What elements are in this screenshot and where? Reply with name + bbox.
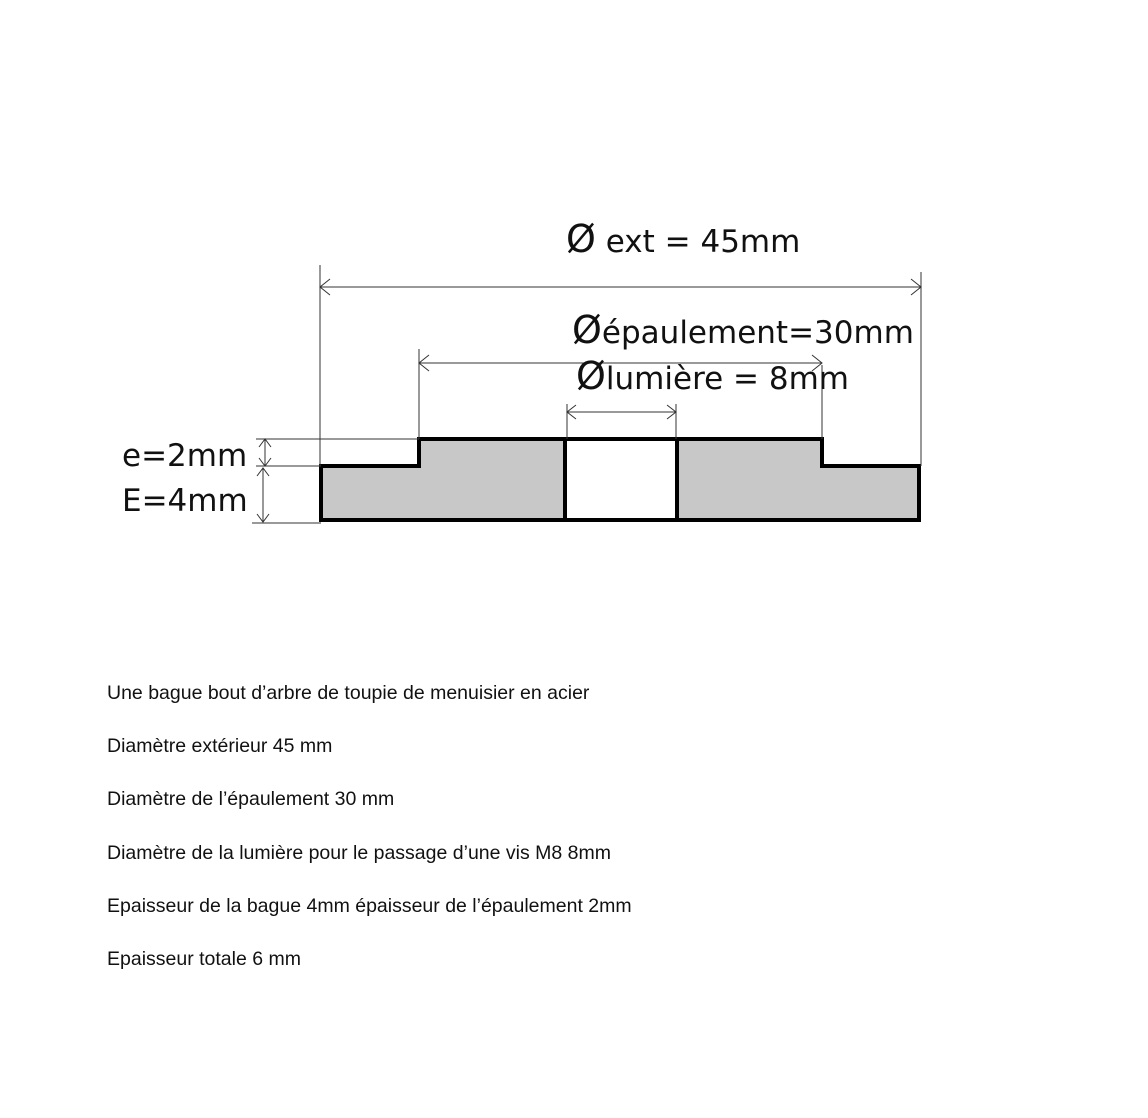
spec-shoulder-diameter: Diamètre de l’épaulement 30 mm bbox=[107, 788, 395, 811]
section-fill-left bbox=[323, 441, 564, 520]
bore-diameter-dimension bbox=[567, 404, 676, 439]
spec-description: Une bague bout d’arbre de toupie de menuisier en acier bbox=[107, 682, 590, 704]
diameter-symbol-icon: Ø bbox=[566, 217, 596, 261]
specifications-list bbox=[107, 679, 632, 998]
diameter-symbol-icon: Ø bbox=[576, 354, 606, 398]
bore-diameter-label: Ølumière = 8mm bbox=[576, 354, 850, 398]
spec-outer-diameter: Diamètre extérieur 45 mm bbox=[107, 735, 333, 758]
spec-total-thickness: Epaisseur totale 6 mm bbox=[107, 947, 302, 970]
body-thickness-label: E=4mm bbox=[122, 483, 248, 519]
diameter-symbol-icon: Ø bbox=[572, 308, 602, 352]
outer-diameter-label: Ø ext = 45mm bbox=[566, 217, 801, 261]
section-fill-right bbox=[678, 441, 918, 520]
shoulder-diameter-label: Øépaulement=30mm bbox=[572, 308, 914, 352]
spec-bore-diameter: Diamètre de la lumière pour le passage d’une vis M8 8mm bbox=[107, 841, 611, 864]
shoulder-thickness-label: e=2mm bbox=[122, 438, 248, 474]
spec-thicknesses: Epaisseur de la bague 4mm épaisseur de l’épaulement 2mm bbox=[107, 894, 632, 917]
